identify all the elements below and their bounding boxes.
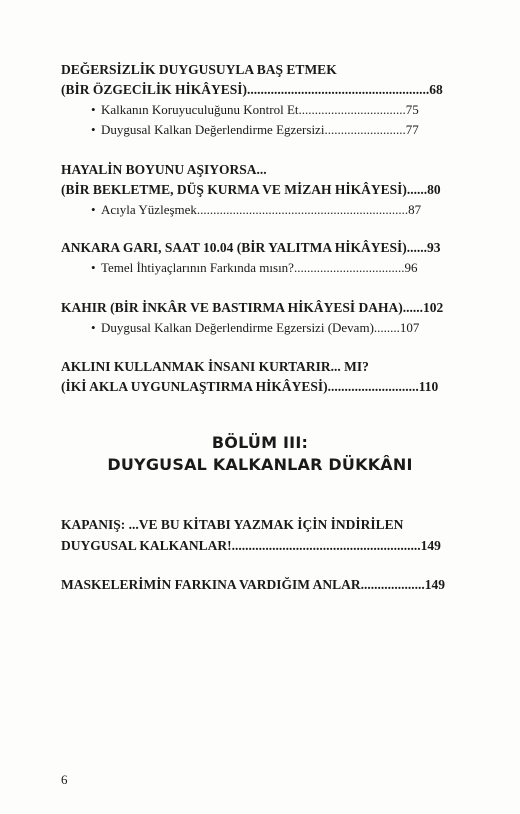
toc-entry-title: ANKARA GARI, SAAT 10.04 (BİR YALITMA HİKÂYESİ)......93 xyxy=(61,240,441,255)
toc-entry-title: AKLINI KULLANMAK İNSANI KURTARIR... MI? xyxy=(61,359,369,374)
toc-entry-title: MASKELERİMİN FARKINA VARDIĞIM ANLAR...................149 xyxy=(61,577,446,592)
toc-subentry: • Acıyla Yüzleşmek.................................................................87 xyxy=(101,200,457,220)
toc-subentry: • Duygusal Kalkan Değerlendirme Egzersizi.........................77 xyxy=(101,120,457,140)
toc-entry-title: (BİR BEKLETME, DÜŞ KURMA VE MİZAH HİKÂYESİ)......80 xyxy=(61,182,441,197)
toc-entry-title: KAPANIŞ: ...VE BU KİTABI YAZMAK İÇİN İNDİRİLEN xyxy=(61,517,404,532)
bullet-icon: • xyxy=(91,102,96,117)
toc-entry-title: HAYALİN BOYUNU AŞIYORSA... xyxy=(61,162,267,177)
toc-entry-title: KAHIR (BİR İNKÂR VE BASTIRMA HİKÂYESİ DAHA)......102 xyxy=(61,300,444,315)
toc-entry-title: DUYGUSAL KALKANLAR!........................................................149 xyxy=(61,538,441,553)
section-heading: BÖLÜM III: xyxy=(211,433,309,452)
bullet-icon: • xyxy=(91,260,96,275)
page-number: 6 xyxy=(61,772,68,787)
toc-entry-title: (İKİ AKLA UYGUNLAŞTIRMA HİKÂYESİ)...........................110 xyxy=(61,379,439,394)
toc-subentry: • Temel İhtiyaçlarının Farkında mısın?..................................96 xyxy=(101,258,457,278)
bullet-icon: • xyxy=(91,320,96,335)
section-heading: DUYGUSAL KALKANLAR DÜKKÂNI xyxy=(107,455,413,474)
toc-entry-title: DEĞERSİZLİK DUYGUSUYLA BAŞ ETMEK xyxy=(61,62,337,77)
toc-subentry: • Kalkanın Koruyuculuğunu Kontrol Et.................................75 xyxy=(101,100,457,120)
bullet-icon: • xyxy=(91,202,96,217)
toc-entry-title: (BİR ÖZGECİLİK HİKÂYESİ)......................................................68 xyxy=(61,82,443,97)
toc-subentry: • Duygusal Kalkan Değerlendirme Egzersizi (Devam)........107 xyxy=(101,318,457,338)
bullet-icon: • xyxy=(91,122,96,137)
